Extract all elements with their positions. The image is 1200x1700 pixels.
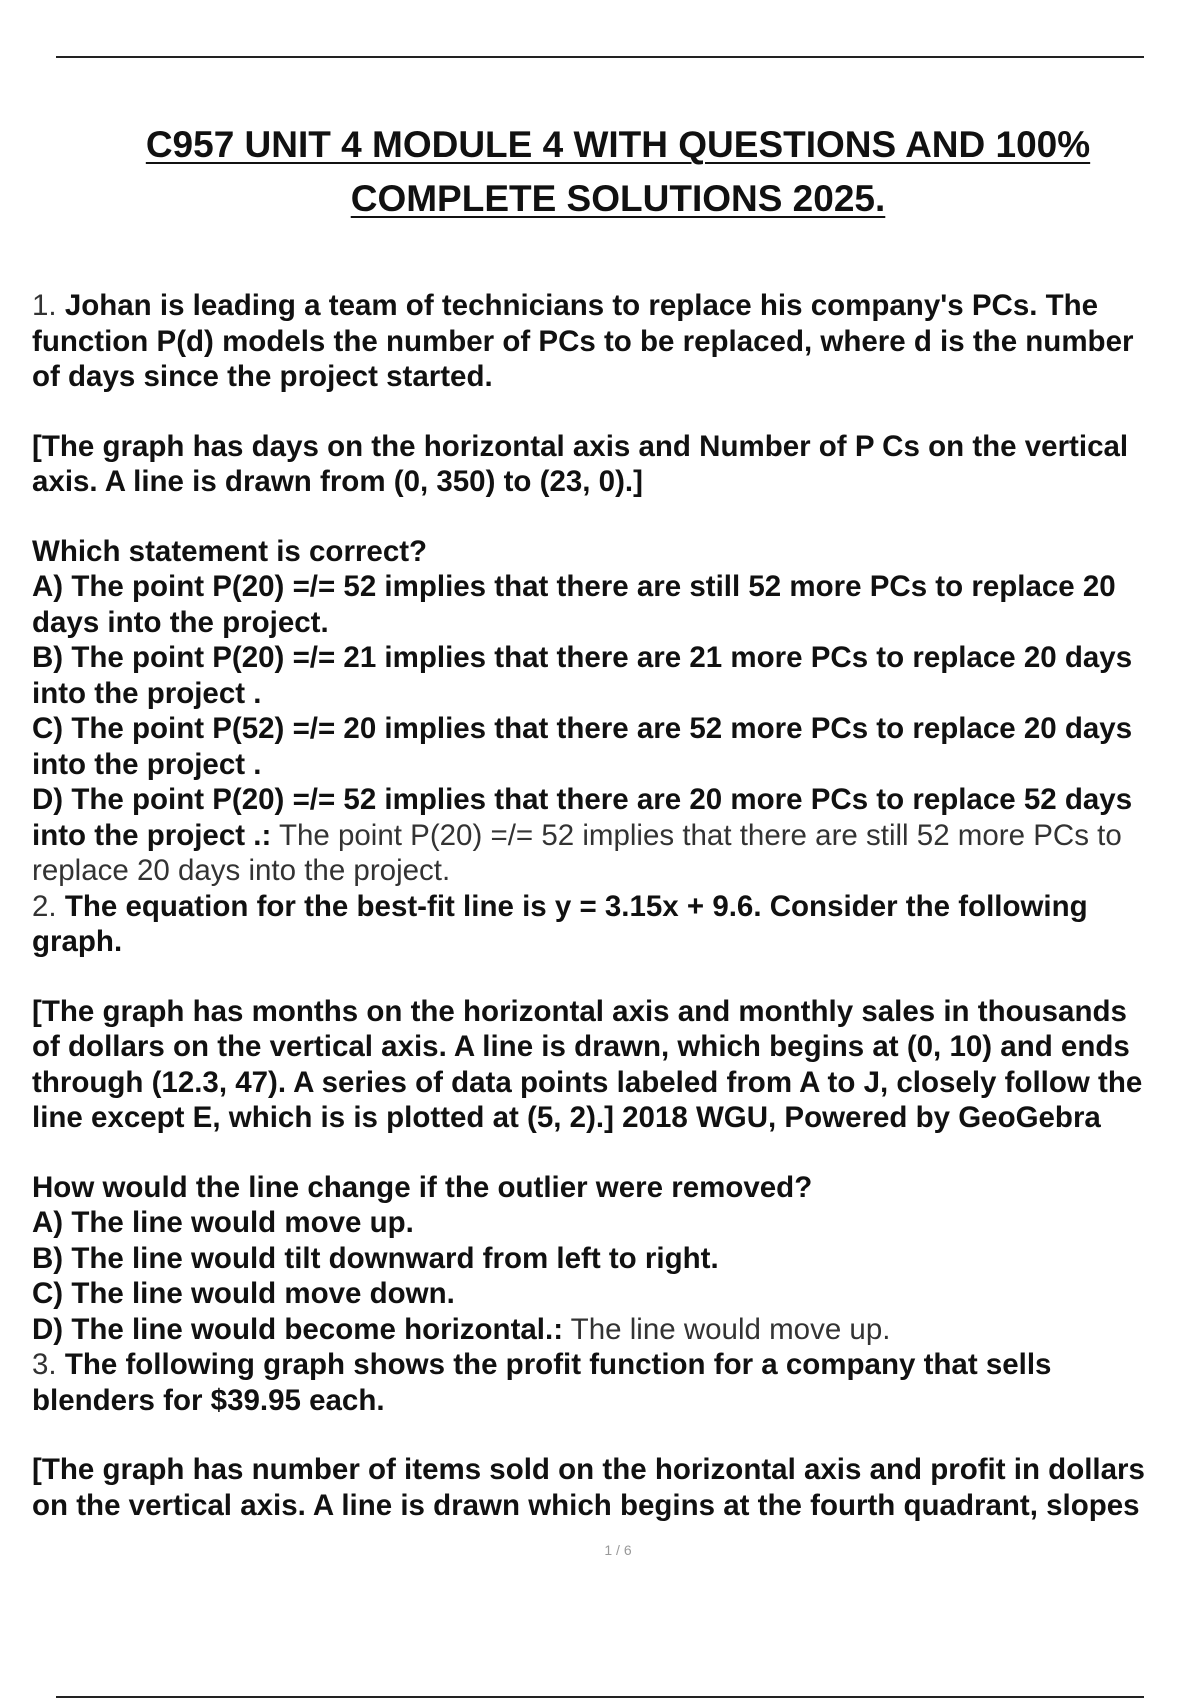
bottom-rule [56,1696,1144,1698]
q2-answer: The line would move up. [563,1312,891,1346]
q3-graph-desc-2: on the vertical axis. A line is drawn which begins at the fourth quadrant, slopes [32,1488,1140,1522]
q1-answer-1: The point P(20) =/= 52 implies that there are still 52 more PCs to [271,818,1122,852]
q2-number: 2. [32,889,57,923]
q2-prompt: How would the line change if the outlier were removed? [32,1170,813,1204]
q3-line-1: 3. The following graph shows the profit function for a company that sells [32,1348,1052,1381]
title-line-2: COMPLETE SOLUTIONS 2025. [350,178,886,219]
q1-option-a-1: A) The point P(20) =/= 52 implies that there are still 52 more PCs to replace 20 [32,570,1116,603]
q1-line-3: of days since the project started. [32,360,493,393]
q2-option-b: B) The line would tilt downward from left to right. [32,1241,719,1275]
page-number: 1 / 6 [604,1542,632,1558]
q3-number: 3. [32,1348,57,1381]
q1-option-b-1: B) The point P(20) =/= 21 implies that there are 21 more PCs to replace 20 days [32,641,1133,674]
q1-option-b-2: into the project . [32,676,262,710]
q1-graph-desc-2: axis. A line is drawn from (0, 350) to (23, 0).] [32,465,643,498]
document-title [0,118,1200,226]
q2-graph-desc-1: [The graph has months on the horizontal axis and monthly sales in thousands [32,994,1127,1028]
q1-option-c-2: into the project . [32,747,262,781]
q3-graph-desc-1: [The graph has number of items sold on the horizontal axis and profit in dollars [32,1453,1145,1486]
q1-option-a-2: days into the project. [32,605,329,639]
q3-line-2: blenders for $39.95 each. [32,1383,385,1417]
q1-line-1: 1. Johan is leading a team of technicians to replace his company's PCs. The [32,289,1099,322]
top-rule [56,56,1144,58]
q2-graph-desc-3: through (12.3, 47). A series of data points labeled from A to J, closely follow the [32,1065,1143,1099]
q2-option-c: C) The line would move down. [32,1277,455,1310]
q1-line-2: function P(d) models the number of PCs to be replaced, where d is the number [32,324,1134,358]
q1-answer-2: replace 20 days into the project. [32,854,451,887]
q1-number: 1. [32,289,57,322]
q1-option-c-1: C) The point P(52) =/= 20 implies that there are 52 more PCs to replace 20 days [32,712,1133,745]
q2-option-a: A) The line would move up. [32,1206,414,1239]
q1-option-d-2: into the project .: The point P(20) =/= 52 implies that there are still 52 more PCs to [32,818,1122,852]
q2-option-d: D) The line would become horizontal.: The line would move up. [32,1312,891,1346]
q1-graph-desc-1: [The graph has days on the horizontal axis and Number of P Cs on the vertical [32,429,1129,463]
q1-prompt: Which statement is correct? [32,534,428,568]
q2-graph-desc-4: line except E, which is is plotted at (5, 2).] 2018 WGU, Powered by GeoGebra [32,1101,1101,1134]
q2-line-1: 2. The equation for the best-fit line is y = 3.15x + 9.6. Consider the following [32,889,1088,923]
title-line-1: C957 UNIT 4 MODULE 4 WITH QUESTIONS AND 100% [145,124,1091,165]
document-body [32,288,1200,1523]
q2-line-2: graph. [32,925,123,958]
q1-option-d-1: D) The point P(20) =/= 52 implies that there are 20 more PCs to replace 52 days [32,783,1133,816]
q2-graph-desc-2: of dollars on the vertical axis. A line is drawn, which begins at (0, 10) and ends [32,1030,1130,1063]
